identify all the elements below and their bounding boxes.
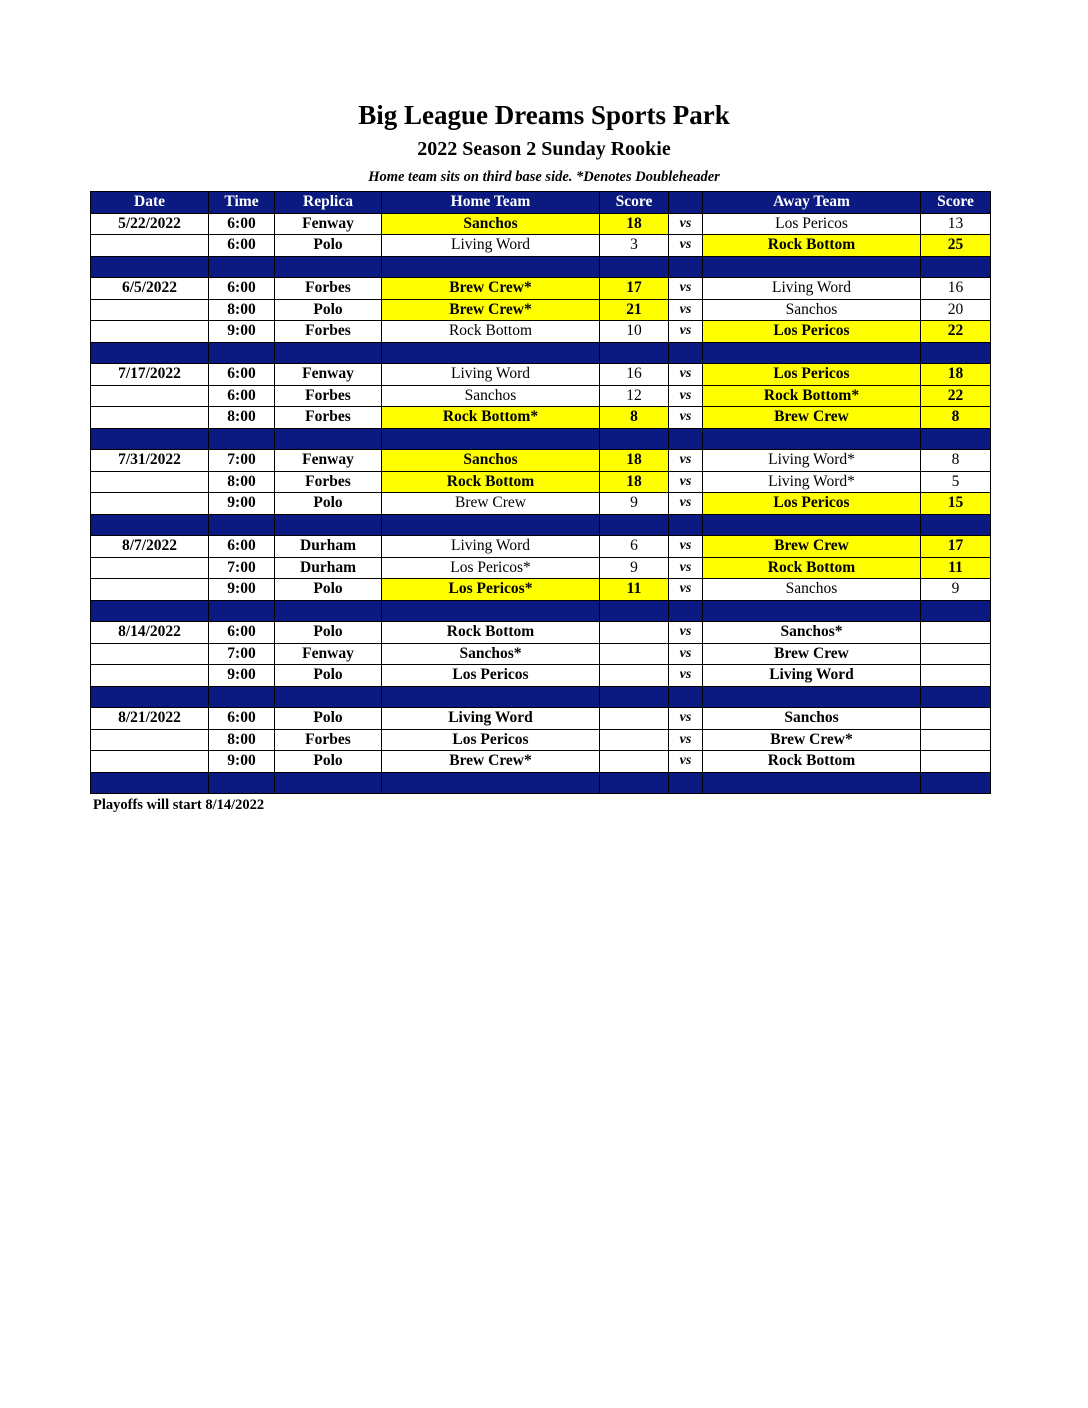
vs-cell: vs [669,407,703,429]
vs-cell: vs [669,622,703,644]
separator-cell [600,686,669,708]
column-header-date: Date [91,192,209,214]
home-team-cell: Rock Bottom* [382,407,600,429]
table-row [91,213,991,235]
away-team-cell: Brew Crew [703,407,921,429]
vs-cell: vs [669,235,703,257]
home-team-cell: Living Word [382,708,600,730]
date-cell: 7/17/2022 [91,364,209,386]
separator-cell [703,772,921,794]
away-score-cell: 11 [921,557,991,579]
date-cell [91,493,209,515]
home-team-cell: Brew Crew [382,493,600,515]
home-team-cell: Sanchos [382,450,600,472]
separator-cell [209,686,275,708]
week-separator-row [91,256,991,278]
replica-cell: Fenway [275,213,382,235]
away-team-cell: Los Pericos [703,364,921,386]
separator-cell [382,428,600,450]
table-row [91,321,991,343]
time-cell: 9:00 [209,751,275,773]
away-team-cell: Sanchos* [703,622,921,644]
time-cell: 9:00 [209,321,275,343]
vs-cell: vs [669,665,703,687]
time-cell: 8:00 [209,729,275,751]
away-team-cell: Living Word* [703,471,921,493]
separator-cell [91,256,209,278]
away-score-cell [921,729,991,751]
away-score-cell: 9 [921,579,991,601]
separator-cell [600,772,669,794]
week-separator-row [91,686,991,708]
page-title: Big League Dreams Sports Park [358,100,730,130]
separator-cell [921,256,991,278]
vs-cell: vs [669,278,703,300]
away-team-cell: Sanchos [703,299,921,321]
separator-cell [703,342,921,364]
away-score-cell [921,708,991,730]
away-team-cell: Rock Bottom [703,557,921,579]
replica-cell: Polo [275,299,382,321]
table-row [91,450,991,472]
schedule-table [90,191,991,794]
away-score-cell: 22 [921,385,991,407]
home-score-cell [600,751,669,773]
date-cell [91,643,209,665]
away-score-cell: 8 [921,450,991,472]
separator-cell [703,514,921,536]
time-cell: 7:00 [209,450,275,472]
home-score-cell: 18 [600,471,669,493]
table-row [91,536,991,558]
date-cell: 8/7/2022 [91,536,209,558]
home-score-cell: 6 [600,536,669,558]
home-team-cell: Los Pericos [382,729,600,751]
away-team-cell: Brew Crew [703,536,921,558]
separator-cell [669,514,703,536]
separator-cell [669,686,703,708]
separator-cell [921,428,991,450]
time-cell: 6:00 [209,235,275,257]
home-score-cell: 17 [600,278,669,300]
column-header-home-score: Score [600,192,669,214]
separator-cell [600,256,669,278]
home-score-cell: 8 [600,407,669,429]
date-cell [91,557,209,579]
vs-cell: vs [669,385,703,407]
separator-cell [275,686,382,708]
column-header-replica: Replica [275,192,382,214]
away-team-cell: Los Pericos [703,493,921,515]
home-score-cell: 16 [600,364,669,386]
separator-cell [209,342,275,364]
time-cell: 6:00 [209,385,275,407]
date-cell [91,407,209,429]
separator-cell [91,428,209,450]
column-header-time: Time [209,192,275,214]
table-row [91,665,991,687]
home-team-cell: Brew Crew* [382,751,600,773]
separator-cell [275,256,382,278]
table-row [91,407,991,429]
away-team-cell: Living Word [703,665,921,687]
time-cell: 6:00 [209,278,275,300]
separator-cell [382,772,600,794]
date-cell [91,471,209,493]
time-cell: 8:00 [209,471,275,493]
away-team-cell: Brew Crew [703,643,921,665]
away-team-cell: Rock Bottom* [703,385,921,407]
away-team-cell: Rock Bottom [703,235,921,257]
time-cell: 6:00 [209,622,275,644]
schedule-body [91,213,991,794]
date-cell [91,299,209,321]
week-separator-row [91,772,991,794]
date-cell [91,385,209,407]
away-score-cell [921,665,991,687]
vs-cell: vs [669,643,703,665]
column-header-home-team: Home Team [382,192,600,214]
home-team-cell: Living Word [382,235,600,257]
date-cell [91,579,209,601]
vs-cell: vs [669,729,703,751]
vs-cell: vs [669,536,703,558]
time-cell: 6:00 [209,536,275,558]
away-team-cell: Rock Bottom [703,751,921,773]
home-team-cell: Sanchos* [382,643,600,665]
separator-cell [209,600,275,622]
away-score-cell [921,622,991,644]
table-row [91,708,991,730]
vs-cell: vs [669,213,703,235]
vs-cell: vs [669,751,703,773]
separator-cell [921,342,991,364]
table-header-row [91,192,991,214]
schedule-note: Home team sits on third base side. *Denotes Doubleheader [368,169,720,185]
separator-cell [382,342,600,364]
column-header-away-team: Away Team [703,192,921,214]
separator-cell [382,256,600,278]
home-team-cell: Brew Crew* [382,278,600,300]
away-team-cell: Living Word [703,278,921,300]
separator-cell [209,428,275,450]
away-score-cell [921,643,991,665]
vs-cell: vs [669,450,703,472]
time-cell: 6:00 [209,213,275,235]
replica-cell: Forbes [275,385,382,407]
vs-cell: vs [669,557,703,579]
home-score-cell: 18 [600,213,669,235]
separator-cell [91,514,209,536]
table-row [91,751,991,773]
time-cell: 7:00 [209,643,275,665]
vs-cell: vs [669,493,703,515]
home-score-cell [600,643,669,665]
replica-cell: Forbes [275,321,382,343]
separator-cell [275,514,382,536]
home-team-cell: Los Pericos* [382,579,600,601]
replica-cell: Forbes [275,471,382,493]
home-score-cell: 11 [600,579,669,601]
replica-cell: Fenway [275,450,382,472]
home-score-cell: 9 [600,557,669,579]
separator-cell [703,428,921,450]
home-score-cell [600,708,669,730]
away-team-cell: Living Word* [703,450,921,472]
vs-cell: vs [669,471,703,493]
separator-cell [91,686,209,708]
separator-cell [921,772,991,794]
playoffs-note: Playoffs will start 8/14/2022 [93,797,265,813]
replica-cell: Fenway [275,643,382,665]
away-score-cell: 8 [921,407,991,429]
separator-cell [921,514,991,536]
table-row [91,385,991,407]
home-score-cell: 3 [600,235,669,257]
table-row [91,729,991,751]
replica-cell: Forbes [275,407,382,429]
separator-cell [669,342,703,364]
separator-cell [91,600,209,622]
replica-cell: Polo [275,708,382,730]
replica-cell: Polo [275,665,382,687]
home-team-cell: Los Pericos* [382,557,600,579]
separator-cell [209,256,275,278]
home-score-cell: 9 [600,493,669,515]
table-row [91,643,991,665]
column-header-away-score: Score [921,192,991,214]
separator-cell [382,686,600,708]
table-row [91,364,991,386]
home-team-cell: Rock Bottom [382,321,600,343]
time-cell: 6:00 [209,364,275,386]
replica-cell: Forbes [275,278,382,300]
home-score-cell [600,729,669,751]
home-team-cell: Rock Bottom [382,471,600,493]
home-score-cell: 18 [600,450,669,472]
home-score-cell: 12 [600,385,669,407]
replica-cell: Polo [275,751,382,773]
date-cell: 7/31/2022 [91,450,209,472]
separator-cell [600,428,669,450]
home-team-cell: Sanchos [382,213,600,235]
away-score-cell: 16 [921,278,991,300]
away-score-cell: 15 [921,493,991,515]
home-team-cell: Brew Crew* [382,299,600,321]
away-team-cell: Sanchos [703,708,921,730]
separator-cell [275,600,382,622]
separator-cell [600,342,669,364]
home-score-cell: 10 [600,321,669,343]
date-cell [91,751,209,773]
date-cell [91,665,209,687]
time-cell: 8:00 [209,407,275,429]
replica-cell: Polo [275,579,382,601]
replica-cell: Durham [275,536,382,558]
separator-cell [600,514,669,536]
away-team-cell: Los Pericos [703,321,921,343]
away-team-cell: Los Pericos [703,213,921,235]
vs-cell: vs [669,364,703,386]
separator-cell [703,256,921,278]
vs-cell: vs [669,579,703,601]
away-score-cell: 22 [921,321,991,343]
replica-cell: Durham [275,557,382,579]
away-score-cell [921,751,991,773]
time-cell: 7:00 [209,557,275,579]
table-row [91,299,991,321]
separator-cell [921,600,991,622]
time-cell: 9:00 [209,579,275,601]
week-separator-row [91,600,991,622]
separator-cell [703,686,921,708]
home-team-cell: Sanchos [382,385,600,407]
time-cell: 9:00 [209,665,275,687]
week-separator-row [91,514,991,536]
vs-cell: vs [669,708,703,730]
separator-cell [91,772,209,794]
away-score-cell: 25 [921,235,991,257]
separator-cell [275,342,382,364]
replica-cell: Fenway [275,364,382,386]
replica-cell: Forbes [275,729,382,751]
date-cell: 5/22/2022 [91,213,209,235]
table-row [91,278,991,300]
separator-cell [703,600,921,622]
replica-cell: Polo [275,493,382,515]
away-team-cell: Brew Crew* [703,729,921,751]
date-cell: 8/14/2022 [91,622,209,644]
vs-cell: vs [669,321,703,343]
replica-cell: Polo [275,235,382,257]
date-cell: 8/21/2022 [91,708,209,730]
home-score-cell [600,622,669,644]
away-team-cell: Sanchos [703,579,921,601]
table-row [91,557,991,579]
separator-cell [921,686,991,708]
separator-cell [275,428,382,450]
away-score-cell: 20 [921,299,991,321]
separator-cell [275,772,382,794]
home-team-cell: Los Pericos [382,665,600,687]
page-subtitle: 2022 Season 2 Sunday Rookie [417,138,671,160]
date-cell [91,321,209,343]
table-row [91,493,991,515]
separator-cell [600,600,669,622]
separator-cell [669,428,703,450]
replica-cell: Polo [275,622,382,644]
separator-cell [209,772,275,794]
table-row [91,579,991,601]
time-cell: 6:00 [209,708,275,730]
week-separator-row [91,428,991,450]
date-cell: 6/5/2022 [91,278,209,300]
away-score-cell: 13 [921,213,991,235]
separator-cell [209,514,275,536]
separator-cell [91,342,209,364]
away-score-cell: 18 [921,364,991,386]
table-row [91,471,991,493]
column-header-vs [669,192,703,214]
home-team-cell: Living Word [382,364,600,386]
time-cell: 8:00 [209,299,275,321]
away-score-cell: 5 [921,471,991,493]
home-team-cell: Rock Bottom [382,622,600,644]
separator-cell [669,600,703,622]
separator-cell [669,256,703,278]
home-score-cell: 21 [600,299,669,321]
table-row [91,622,991,644]
date-cell [91,729,209,751]
separator-cell [382,600,600,622]
week-separator-row [91,342,991,364]
date-cell [91,235,209,257]
home-score-cell [600,665,669,687]
time-cell: 9:00 [209,493,275,515]
table-row [91,235,991,257]
vs-cell: vs [669,299,703,321]
home-team-cell: Living Word [382,536,600,558]
separator-cell [669,772,703,794]
away-score-cell: 17 [921,536,991,558]
separator-cell [382,514,600,536]
